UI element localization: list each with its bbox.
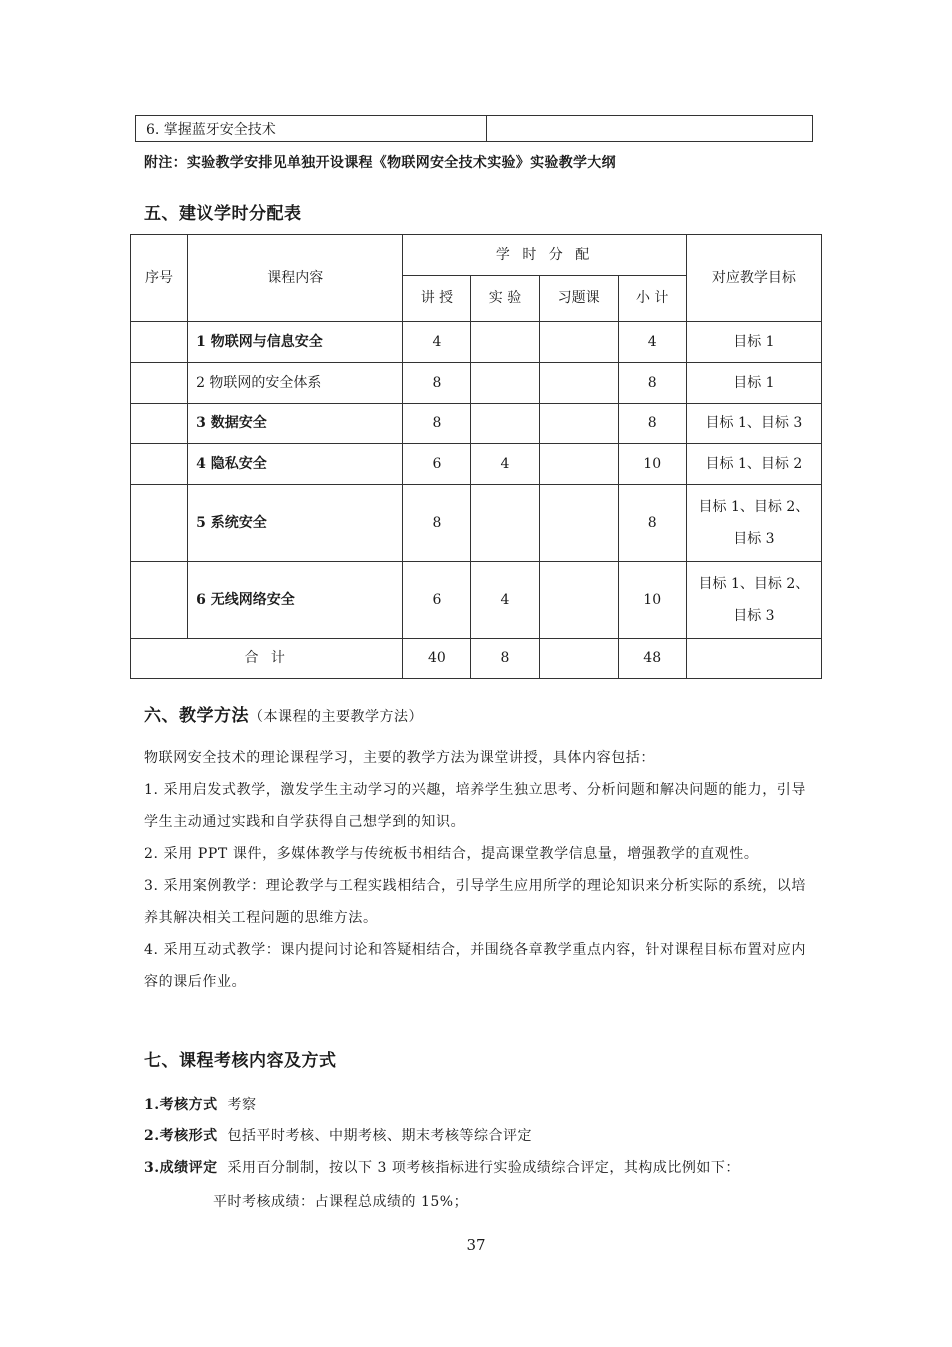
hours-allocation-table bbox=[130, 234, 822, 679]
exam-method-label: 1.考核方式 bbox=[144, 1097, 218, 1113]
exam-form-label: 2.考核形式 bbox=[144, 1128, 218, 1144]
row-lab bbox=[471, 363, 539, 404]
method-item: 1. 采用启发式教学，激发学生主动学习的兴趣，培养学生独立思考、分析问题和解决问题的能力，引导学生主动通过实践和自学获得自己想学到的知识。 bbox=[144, 782, 807, 830]
grade-line bbox=[144, 1157, 740, 1177]
row-subtotal: 4 bbox=[618, 322, 686, 363]
total-lab: 8 bbox=[471, 639, 539, 679]
row-exercise bbox=[539, 363, 618, 404]
exam-form-line bbox=[144, 1125, 532, 1145]
row-exercise bbox=[539, 444, 618, 485]
header-lab: 实 验 bbox=[471, 276, 539, 322]
row-subtotal: 10 bbox=[618, 562, 686, 639]
exam-form-value: 包括平时考核、中期考核、期末考核等综合评定 bbox=[227, 1128, 533, 1144]
row-exercise bbox=[539, 322, 618, 363]
row-exercise bbox=[539, 404, 618, 444]
row-content: 2 物联网的安全体系 bbox=[188, 363, 403, 404]
row-no bbox=[131, 562, 188, 639]
row-lab bbox=[471, 485, 539, 562]
row-lecture: 4 bbox=[403, 322, 471, 363]
row-lecture: 8 bbox=[403, 485, 471, 562]
header-hours: 学 时 分 配 bbox=[403, 235, 686, 276]
total-subtotal: 48 bbox=[618, 639, 686, 679]
row-lecture: 6 bbox=[403, 444, 471, 485]
grade-item: 平时考核成绩：占课程总成绩的 15%； bbox=[213, 1194, 469, 1210]
header-subtotal: 小 计 bbox=[618, 276, 686, 322]
total-lecture: 40 bbox=[403, 639, 471, 679]
section7-title: 七、课程考核内容及方式 bbox=[144, 1051, 337, 1071]
row-subtotal: 10 bbox=[618, 444, 686, 485]
row-exercise bbox=[539, 485, 618, 562]
page-number: 37 bbox=[466, 1236, 486, 1254]
method-item: 4. 采用互动式教学：课内提问讨论和答疑相结合，并围绕各章教学重点内容，针对课程目标布置对应内容的课后作业。 bbox=[144, 942, 807, 990]
row-no bbox=[131, 485, 188, 562]
row-lecture: 8 bbox=[403, 404, 471, 444]
row-lab bbox=[471, 322, 539, 363]
header-content: 课程内容 bbox=[188, 235, 403, 322]
objectives-table-tail bbox=[135, 115, 813, 142]
row-no bbox=[131, 322, 188, 363]
section6-subtitle: （本课程的主要教学方法） bbox=[249, 709, 423, 725]
row-lab: 4 bbox=[471, 562, 539, 639]
section6-intro: 物联网安全技术的理论课程学习，主要的教学方法为课堂讲授，具体内容包括： bbox=[144, 750, 655, 766]
table-row bbox=[131, 404, 822, 444]
row-content: 3 数据安全 bbox=[188, 404, 403, 444]
row-goal: 目标 1 bbox=[686, 322, 821, 363]
section6-body bbox=[144, 742, 814, 998]
row-goal-line1: 目标 1、目标 2、 bbox=[698, 499, 810, 515]
row-lab: 4 bbox=[471, 444, 539, 485]
section5-title: 五、建议学时分配表 bbox=[144, 204, 302, 224]
exam-method-value: 考察 bbox=[227, 1097, 257, 1113]
table-header-row bbox=[131, 235, 822, 276]
row-goal: 目标 1 bbox=[686, 363, 821, 404]
row-goal bbox=[686, 485, 821, 562]
header-lecture: 讲 授 bbox=[403, 276, 471, 322]
table-row bbox=[131, 322, 822, 363]
header-no: 序号 bbox=[131, 235, 188, 322]
table-row bbox=[131, 444, 822, 485]
row-no bbox=[131, 444, 188, 485]
objective-cell: 6. 掌握蓝牙安全技术 bbox=[136, 116, 487, 142]
exam-method-line bbox=[144, 1094, 257, 1114]
header-goal: 对应教学目标 bbox=[686, 235, 821, 322]
total-exercise bbox=[539, 639, 618, 679]
row-no bbox=[131, 363, 188, 404]
table-total-row bbox=[131, 639, 822, 679]
row-goal-line2: 目标 3 bbox=[733, 531, 775, 547]
total-label: 合 计 bbox=[131, 639, 403, 679]
row-subtotal: 8 bbox=[618, 404, 686, 444]
row-subtotal: 8 bbox=[618, 485, 686, 562]
row-goal bbox=[686, 562, 821, 639]
method-item: 2. 采用 PPT 课件，多媒体教学与传统板书相结合，提高课堂教学信息量，增强教学的直观性。 bbox=[144, 846, 759, 862]
table-row bbox=[131, 485, 822, 562]
row-lecture: 8 bbox=[403, 363, 471, 404]
row-no bbox=[131, 404, 188, 444]
section6-heading bbox=[144, 701, 423, 726]
row-content: 6 无线网络安全 bbox=[188, 562, 403, 639]
method-item: 3. 采用案例教学：理论教学与工程实践相结合，引导学生应用所学的理论知识来分析实际的系统，以培养其解决相关工程问题的思维方法。 bbox=[144, 878, 807, 926]
table-row bbox=[131, 562, 822, 639]
row-lab bbox=[471, 404, 539, 444]
row-lecture: 6 bbox=[403, 562, 471, 639]
table-row bbox=[136, 116, 813, 142]
table-row bbox=[131, 363, 822, 404]
grade-label: 3.成绩评定 bbox=[144, 1160, 218, 1176]
section6-title: 六、教学方法 bbox=[144, 706, 249, 726]
row-goal-line2: 目标 3 bbox=[733, 608, 775, 624]
row-exercise bbox=[539, 562, 618, 639]
header-exercise: 习题课 bbox=[539, 276, 618, 322]
objective-cell-empty bbox=[487, 116, 813, 142]
total-goal bbox=[686, 639, 821, 679]
row-content: 1 物联网与信息安全 bbox=[188, 322, 403, 363]
row-goal: 目标 1、目标 3 bbox=[686, 404, 821, 444]
row-content: 5 系统安全 bbox=[188, 485, 403, 562]
row-goal: 目标 1、目标 2 bbox=[686, 444, 821, 485]
grade-value: 采用百分制制，按以下 3 项考核指标进行实验成绩综合评定，其构成比例如下： bbox=[227, 1160, 740, 1176]
row-content: 4 隐私安全 bbox=[188, 444, 403, 485]
row-goal-line1: 目标 1、目标 2、 bbox=[698, 576, 810, 592]
row-subtotal: 8 bbox=[618, 363, 686, 404]
note-text: 附注：实验教学安排见单独开设课程《物联网安全技术实验》实验教学大纲 bbox=[144, 155, 616, 171]
